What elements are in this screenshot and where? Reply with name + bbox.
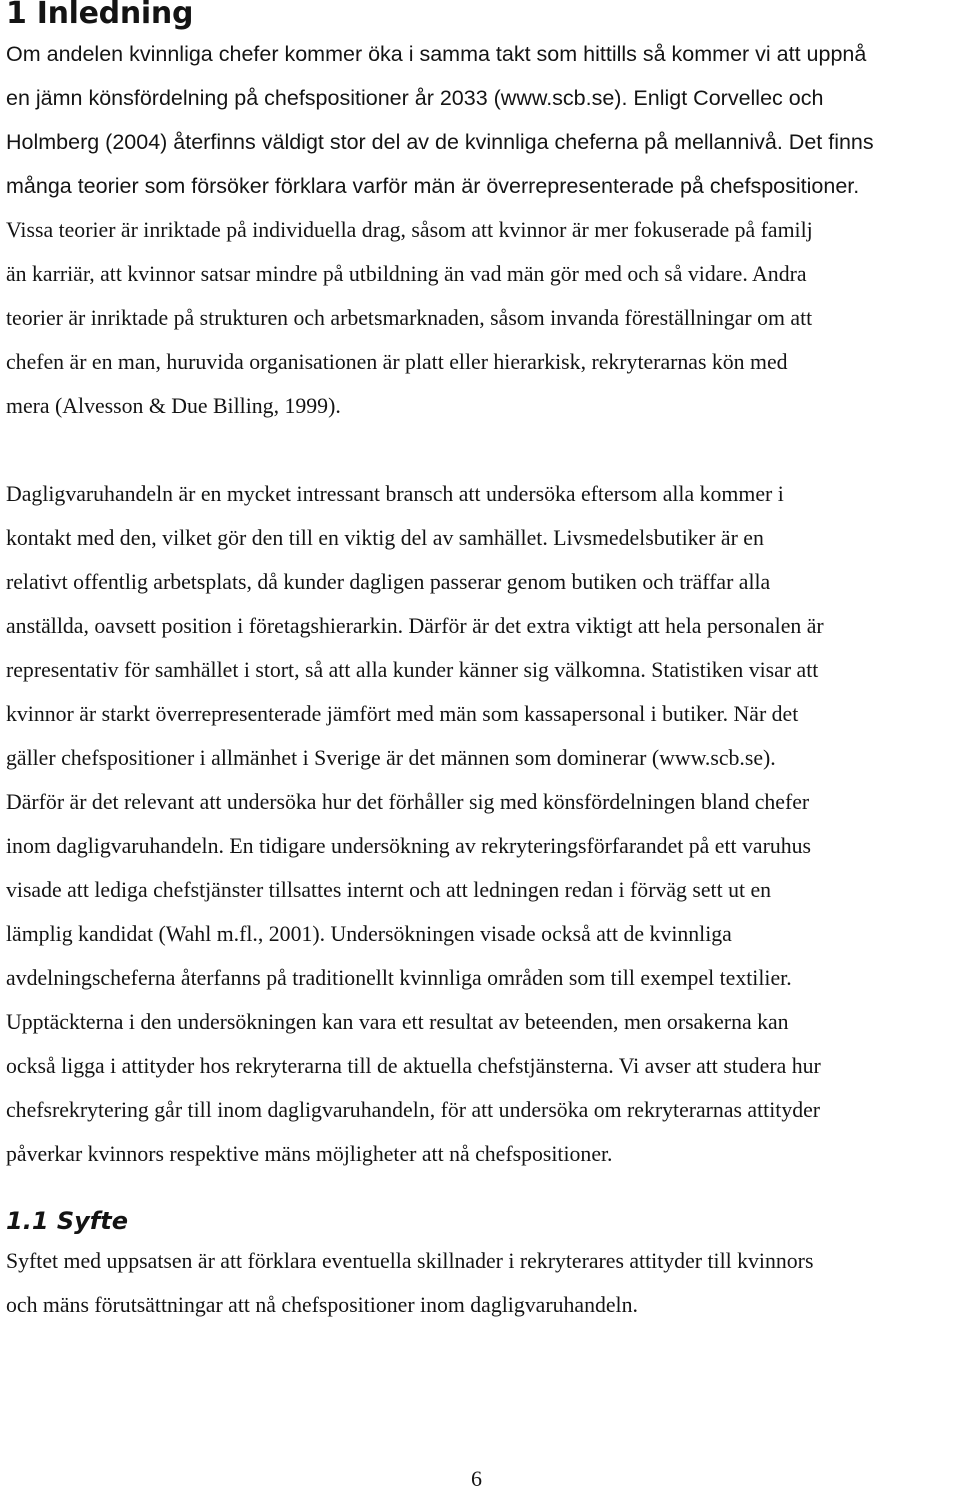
text-line: Därför är det relevant att undersöka hur det förhåller sig med könsfördelningen bland chefer: [6, 790, 810, 814]
text-line: kvinnor är starkt överrepresenterade jämfört med män som kassapersonal i butiker. När det: [6, 702, 799, 726]
text-line: chefen är en man, huruvida organisationen är platt eller hierarkisk, rekryterarnas kön med: [6, 350, 788, 374]
text-line: lämplig kandidat (Wahl m.fl., 2001). Undersökningen visade också att de kvinnliga: [6, 922, 732, 946]
text-line: relativt offentlig arbetsplats, då kunder dagligen passerar genom butiken och träffar alla: [6, 570, 771, 594]
text-line: påverkar kvinnors respektive mäns möjligheter att nå chefspositioner.: [6, 1142, 613, 1166]
text-line: Vissa teorier är inriktade på individuella drag, såsom att kvinnor är mer fokuserade på familj: [6, 218, 813, 242]
text-line: många teorier som försöker förklara varför män är överrepresenterade på chefspositioner.: [6, 174, 860, 198]
text-line: än karriär, att kvinnor satsar mindre på utbildning än vad män gör med och så vidare. Andra: [6, 262, 807, 286]
text-line: inom dagligvaruhandeln. En tidigare undersökning av rekryteringsförfarandet på ett varuhus: [6, 834, 812, 858]
text-line: kontakt med den, vilket gör den till en viktig del av samhället. Livsmedelsbutiker är en: [6, 526, 764, 550]
text-line: också ligga i attityder hos rekryterarna till de aktuella chefstjänsterna. Vi avser att studera hur: [6, 1054, 821, 1078]
text-line: gäller chefspositioner i allmänhet i Sverige är det männen som dominerar (www.scb.se).: [6, 746, 776, 770]
text-line: Holmberg (2004) återfinns väldigt stor del av de kvinnliga cheferna på mellannivå. Det finns: [6, 130, 874, 154]
text-line: Dagligvaruhandeln är en mycket intressant bransch att undersöka eftersom alla kommer i: [6, 482, 784, 506]
text-line: teorier är inriktade på strukturen och arbetsmarknaden, såsom invanda föreställningar om att: [6, 306, 813, 330]
text-line: en jämn könsfördelning på chefspositioner år 2033 (www.scb.se). Enligt Corvellec och: [6, 86, 824, 110]
text-line: anställda, oavsett position i företagshierarkin. Därför är det extra viktigt att hela personalen är: [6, 614, 824, 638]
text-line: Om andelen kvinnliga chefer kommer öka i samma takt som hittills så kommer vi att uppnå: [6, 42, 867, 66]
text-line: avdelningscheferna återfanns på traditionellt kvinnliga områden som till exempel textilier.: [6, 966, 792, 990]
text-line: representativ för samhället i stort, så att alla kunder känner sig välkomna. Statistiken visar att: [6, 658, 819, 682]
text-line: visade att lediga chefstjänster tillsattes internt och att ledningen redan i förväg sett ut en: [6, 878, 772, 902]
page-number: 6: [471, 1466, 482, 1491]
text-line: och mäns förutsättningar att nå chefspositioner inom dagligvaruhandeln.: [6, 1293, 638, 1317]
text-line: Upptäckterna i den undersökningen kan vara ett resultat av beteenden, men orsakerna kan: [6, 1010, 789, 1034]
text-line: Syftet med uppsatsen är att förklara eventuella skillnader i rekryterares attityder till kvinnors: [6, 1249, 814, 1273]
chapter-heading: 1 Inledning: [6, 0, 194, 31]
section-heading: 1.1 Syfte: [6, 1207, 128, 1235]
text-line: mera (Alvesson & Due Billing, 1999).: [6, 394, 341, 418]
text-line: chefsrekrytering går till inom dagligvaruhandeln, för att undersöka om rekryterarnas attityder: [6, 1098, 821, 1122]
